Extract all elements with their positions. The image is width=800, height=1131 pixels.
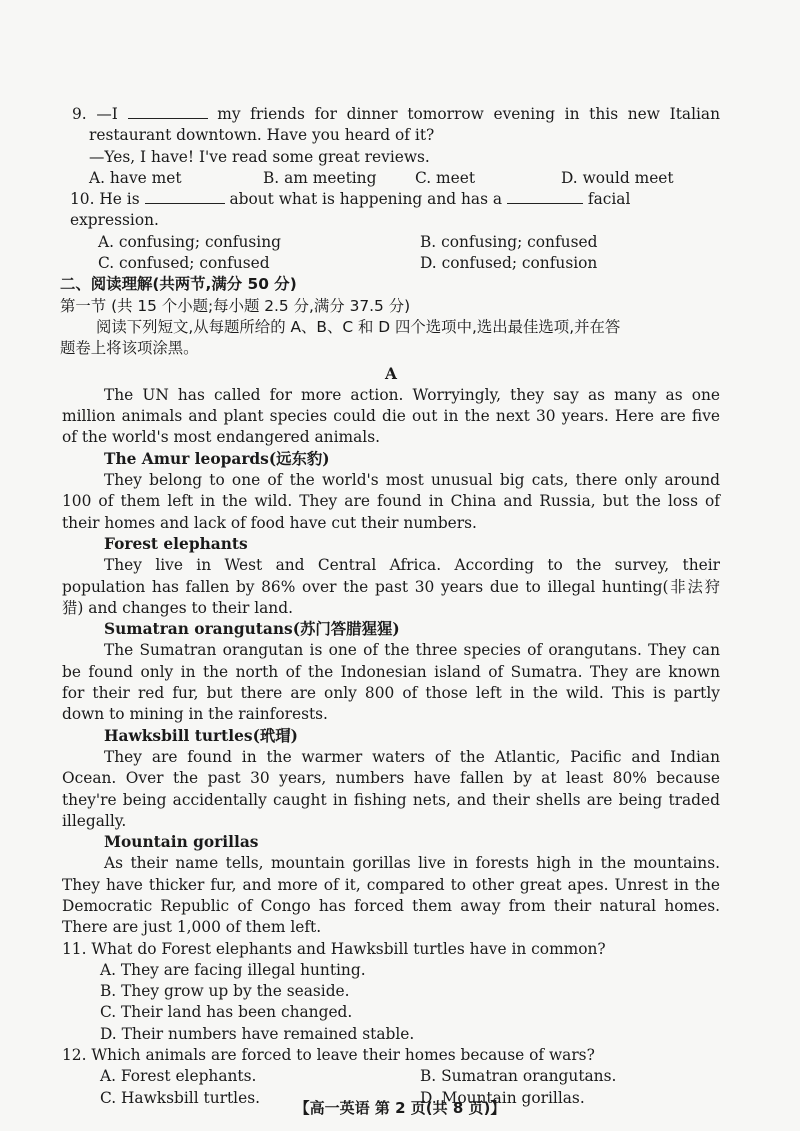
text-line: for their red fur, but there are only 800 of those left in the wild. This is partly [62,684,720,703]
q10-option-a: A. confusing; confusing [98,232,281,251]
section-title: 二、阅读理解(共两节,满分 50 分) [60,275,297,294]
q9-option-b: B. am meeting [263,168,377,187]
q9-stem-start: 9. —I [72,105,118,123]
q10-stem-c: facial expression. [70,190,631,230]
paragraph-mountain-gorillas [62,853,720,938]
q12-stem: 12. Which animals are forced to leave their homes because of wars? [62,1046,595,1065]
paragraph-forest-elephants [62,555,720,619]
subheading-amur-leopards: The Amur leopards(远东豹) [104,449,330,468]
q10-options-row-1 [62,232,720,253]
q11-option-b: B. They grow up by the seaside. [100,982,350,1001]
text-line: As their name tells, mountain gorillas live in forests high in the mountains. [104,854,720,873]
page-footer: 【高一英语 第 2 页(共 8 页)】 [294,1099,506,1117]
q9-line-1 [72,104,720,125]
q12-option-d: D. Mountain gorillas. [420,1088,585,1107]
q9-line-2: restaurant downtown. Have you heard of it? [89,126,435,145]
question-10 [62,189,720,274]
text-line: 100 of them left in the wild. They are found in China and Russia, but the loss of [62,492,720,511]
q12-option-a: A. Forest elephants. [100,1067,257,1086]
paragraph-amur-leopards [62,470,720,534]
q12-option-b: B. Sumatran orangutans. [420,1067,617,1086]
exam-page [62,104,720,1109]
q9-stem-rest: my friends for dinner tomorrow evening in this new Italian [217,105,721,123]
passage-intro [62,385,720,449]
text-line: They live in West and Central Africa. According to the survey, their [104,556,720,575]
text-line: Democratic Republic of Congo has forced them away from their natural homes. [62,896,720,915]
subheading-mountain-gorillas: Mountain gorillas [104,833,259,852]
text-line: population has fallen by 86% over the past 30 years due to illegal hunting(非法狩 [62,577,720,596]
q11-option-a: A. They are facing illegal hunting. [100,960,366,979]
text-line: they're being accidentally caught in fishing nets, and their shells are being traded [62,790,720,809]
paragraph-hawksbill-turtles [62,747,720,832]
text-line: They are found in the warmer waters of the Atlantic, Pacific and Indian [104,747,720,766]
q9-option-a: A. have met [89,168,182,187]
q12-option-c: C. Hawksbill turtles. [100,1088,260,1107]
text-line: down to mining in the rainforests. [62,705,328,724]
q12-options-row-1 [62,1066,720,1087]
text-line: million animals and plant species could die out in the next 30 years. Here are five [62,407,720,426]
text-line: There are just 1,000 of them left. [62,918,322,937]
text-line: They have thicker fur, and more of it, compared to other great apes. Unrest in the [62,875,720,894]
q10-stem-b: about what is happening and has a [229,190,503,209]
text-line: They belong to one of the world's most unusual big cats, there only around [104,471,720,490]
q10-option-b: B. confusing; confused [420,232,598,251]
question-11 [62,939,720,1045]
text-line: be found only in the north of the Indonesian island of Sumatra. They are known [62,662,720,681]
text-line: The Sumatran orangutan is one of the three species of orangutans. They can [104,641,720,660]
passage-label: A [385,364,397,383]
q10-stem [70,189,720,232]
subheading-sumatran-orangutans: Sumatran orangutans(苏门答腊猩猩) [104,620,400,639]
text-line: 猎) and changes to their land. [62,598,293,617]
subheading-forest-elephants: Forest elephants [104,534,248,553]
q9-option-d: D. would meet [561,168,674,187]
subheading-hawksbill-turtles: Hawksbill turtles(玳瑁) [104,726,298,745]
instruction-line-1: 阅读下列短文,从每题所给的 A、B、C 和 D 四个选项中,选出最佳选项,并在答 [96,317,621,336]
q11-option-d: D. Their numbers have remained stable. [100,1024,415,1043]
answer-blank [128,105,208,119]
instruction-line-2: 题卷上将该项涂黑。 [60,339,199,358]
q10-stem-a: 10. He is [70,190,140,209]
answer-blank [507,190,583,204]
text-line: their homes and lack of food have cut their numbers. [62,513,477,532]
text-line: illegally. [62,811,127,830]
text-line: The UN has called for more action. Worryingly, they say as many as one [104,385,720,404]
q10-options-row-2 [62,253,720,274]
q10-option-d: D. confused; confusion [420,254,598,273]
paragraph-sumatran-orangutans [62,640,720,725]
text-line: of the world's most endangered animals. [62,428,381,447]
part-title: 第一节 (共 15 个小题;每小题 2.5 分,满分 37.5 分) [60,296,411,315]
q11-option-c: C. Their land has been changed. [100,1003,353,1022]
q11-stem: 11. What do Forest elephants and Hawksbill turtles have in common? [62,939,606,958]
question-9 [62,104,720,189]
answer-blank [145,190,225,204]
text-line: Ocean. Over the past 30 years, numbers have fallen by at least 80% because [62,769,720,788]
q9-option-c: C. meet [415,168,476,187]
q9-response: —Yes, I have! I've read some great reviews. [89,147,430,166]
q9-options [62,168,720,189]
q10-option-c: C. confused; confused [98,254,270,273]
